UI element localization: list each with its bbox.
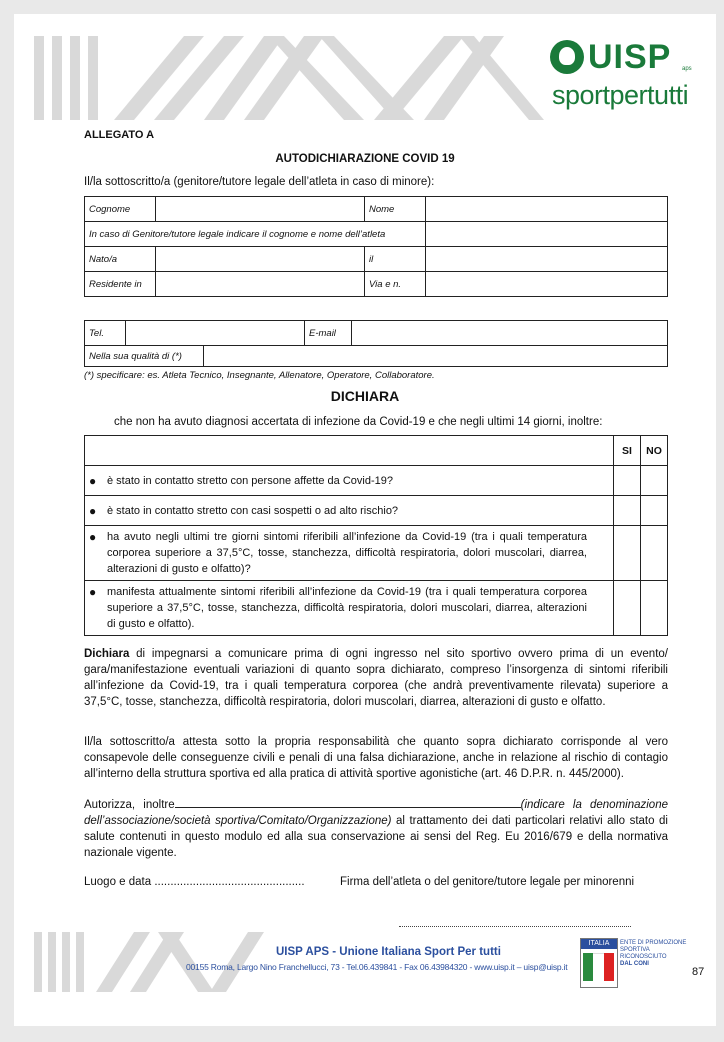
page-number: 87 [692,966,705,978]
email-label: E-mail [305,321,352,346]
genitore-field[interactable] [426,222,668,247]
contact-form [84,320,668,346]
no-checkbox[interactable] [641,581,668,636]
no-header: NO [641,436,668,466]
italia-flag-icon: ITALIA [580,938,618,988]
document-page [14,14,716,1026]
residente-field[interactable] [156,272,365,297]
bullet-icon: ● [89,503,97,518]
denominazione-field[interactable] [175,797,521,808]
no-checkbox[interactable] [641,526,668,581]
question-text: è stato in contatto stretto con persone affette da Covid-19? [107,474,393,487]
question-text: manifesta attualmente sintomi riferibili all’infezione da Covid-19 (tra i quali temperatura corporea superiore a 37,5°C, tosse, stanchezza, difficoltà respiratoria, dolori muscolari, diarrea, alterazioni di gusto e olfatto). [107,586,587,630]
luogo-data-field[interactable]: Luogo e data ............................................... [84,876,305,888]
qualita-note: (*) specificare: es. Atleta Tecnico, Insegnante, Allenatore, Operatore, Collaboratore. [84,370,435,381]
nome-field[interactable] [426,197,668,222]
il-field[interactable] [426,247,668,272]
no-checkbox[interactable] [641,496,668,526]
document-title: AUTODICHIARAZIONE COVID 19 [275,153,455,165]
allegato-label: ALLEGATO A [84,129,155,141]
coni-recognition: ENTE DI PROMOZIONE SPORTIVA RICONOSCIUTO DAL CONI [620,940,687,967]
residente-label: Residente in [85,272,156,297]
via-field[interactable] [426,272,668,297]
si-header: SI [614,436,641,466]
signature-line[interactable] [399,926,631,927]
uisp-seal-icon [550,40,584,74]
footer-address: 00155 Roma, Largo Nino Franchellucci, 73 - Tel.06.439841 - Fax 06.43984320 - www.uisp.it – uisp@uisp.it [186,962,568,972]
tel-label: Tel. [85,321,126,346]
via-label: Via e n. [365,272,426,297]
nato-label: Nato/a [85,247,156,272]
tel-field[interactable] [126,321,305,346]
si-checkbox[interactable] [614,496,641,526]
nato-field[interactable] [156,247,365,272]
question-row [85,526,614,581]
dichiara-heading: DICHIARA [330,388,400,404]
covid-questions-table [84,435,668,636]
dichiara-lead: che non ha avuto diagnosi accertata di infezione da Covid-19 e che negli ultimi 14 giorni, inoltre: [114,416,603,428]
cognome-field[interactable] [156,197,365,222]
question-row [85,581,614,636]
intro-text: Il/la sottoscritto/a (genitore/tutore legale dell’atleta in caso di minore): [84,176,435,188]
cognome-label: Cognome [85,197,156,222]
bullet-icon: ● [89,530,97,544]
question-row [85,496,614,526]
attestazione-paragraph: Il/la sottoscritto/a attesta sotto la propria responsabilità che quanto sopra dichiarato corrisponde al vero consapevole delle conseguenze civili e penali di una falsa dichiarazione, anche in relazione al rischio di contagio all’interno della struttura sportiva ed alla pratica di attività sportive agonistiche (art. 46 D.P.R. n. 445/2000). [84,736,668,780]
no-checkbox[interactable] [641,466,668,496]
firma-label: Firma dell’atleta o del genitore/tutore legale per minorenni [340,876,635,888]
uisp-logo: UISP aps sportpertutti [552,38,692,110]
header-stripes-graphic [34,36,554,120]
bullet-icon: ● [89,585,97,599]
nome-label: Nome [365,197,426,222]
question-row [85,466,614,496]
qualita-label: Nella sua qualità di (*) [85,346,204,367]
bullet-icon: ● [89,473,97,488]
personal-data-form [84,196,668,297]
il-label: il [365,247,426,272]
qualita-form [84,345,668,367]
dichiara-impegno-paragraph: Dichiara di impegnarsi a comunicare prima di ogni ingresso nel sito sportivo ovvero prima di un evento/ gara/manifestazione eventuali variazioni di quanto sopra dichiarato, compreso l’insorgenza di sintomi riferibili all’infezione da Covid-19, tra i quali temperatura corporea (che andrà preventivamente rilevata) superiore a 37,5°C, tosse, stanchezza, difficoltà respiratoria, dolori muscolari, diarrea, alterazioni di gusto e olfatto. [84,648,668,708]
autorizzazione-paragraph: Autorizza, inoltre (indicare la denominazione dell’associazione/società sportiva/Comitato/Organizzazione) al trattamento dei dati particolari relativi allo stato di salute contenuti in questo modulo ed alla sua conservazione ai sensi del Reg. Eu 2016/679 e della normativa nazionale vigente. [84,799,668,859]
question-header-cell [85,436,614,466]
question-text: ha avuto negli ultimi tre giorni sintomi riferibili all’infezione da Covid-19 (tra i quali temperatura corporea superiore a 37,5°C, tosse, stanchezza, difficoltà respiratoria, dolori muscolari, diarrea, alterazioni di gusto e olfatto)? [107,531,587,575]
email-field[interactable] [352,321,668,346]
footer-organization: UISP APS - Unione Italiana Sport Per tutti [276,946,501,958]
si-checkbox[interactable] [614,526,641,581]
si-checkbox[interactable] [614,581,641,636]
question-text: è stato in contatto stretto con casi sospetti o ad alto rischio? [107,504,399,517]
qualita-field[interactable] [204,346,668,367]
si-checkbox[interactable] [614,466,641,496]
genitore-label: In caso di Genitore/tutore legale indicare il cognome e nome dell’atleta [85,222,426,247]
